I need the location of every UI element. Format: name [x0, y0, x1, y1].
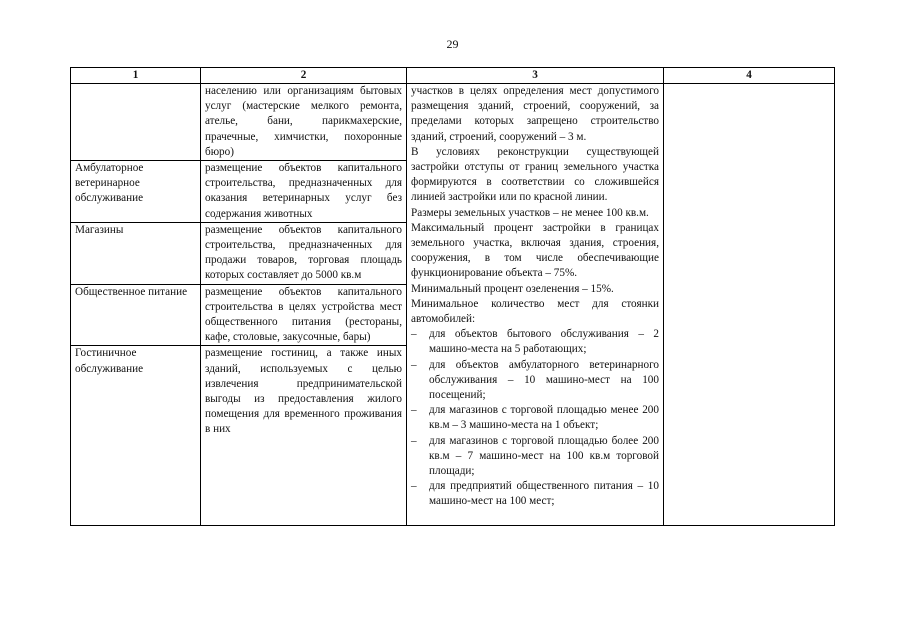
list-item-text: для магазинов с торговой площадью менее 200 кв.м – 3 машино-места на 1 объект;: [429, 404, 659, 432]
list-item: [411, 358, 659, 404]
use-description-cell: размещение объектов капитального строительства в целях устройства мест общественного питания (рестораны, кафе, столовые, закусочные, бары): [201, 284, 407, 346]
use-description-cell: размещение объектов капитального строительства, предназначенных для продажи товаров, торговая площадь которых составляет до 5000 кв.м: [201, 222, 407, 284]
parameters-paragraph: Минимальное количество мест для стоянки автомобилей:: [411, 297, 659, 326]
list-item: [411, 327, 659, 357]
table-row: [71, 84, 835, 161]
list-item: [411, 403, 659, 433]
parameters-paragraph: Минимальный процент озеленения – 15%.: [411, 282, 614, 295]
parameters-paragraph: Размеры земельных участков – не менее 100 кв.м.: [411, 206, 649, 219]
notes-cell: [664, 84, 835, 526]
use-description-cell: размещение гостиниц, а также иных зданий, используемых с целью извлечения предпринимательской выгоды из предоставления жилого помещения для временного проживания в них: [201, 346, 407, 526]
list-item-text: для магазинов с торговой площадью более 200 кв.м – 7 машино-мест на 100 кв.м торговой площади;: [429, 434, 659, 478]
list-item-text: для объектов амбулаторного ветеринарного обслуживания – 10 машино-мест на 100 посещений;: [429, 358, 659, 402]
column-header-1: 1: [71, 68, 201, 84]
use-type-cell: Магазины: [71, 222, 201, 284]
column-header-3: 3: [407, 68, 664, 84]
table-header-row: [71, 68, 835, 84]
use-type-cell: [71, 84, 201, 161]
list-item: [411, 479, 659, 509]
column-header-4: 4: [664, 68, 835, 84]
parameters-cell: [407, 84, 664, 526]
use-type-cell: Амбулаторное ветеринарное обслуживание: [71, 161, 201, 223]
use-type-cell: Гостиничное обслуживание: [71, 346, 201, 526]
parameters-paragraph: В условиях реконструкции существующей застройки отступы от границ земельного участка формируются в соответствии со сложившейся линией застройки или по красной линии.: [411, 145, 659, 204]
dash-bullet: –: [411, 404, 417, 417]
parameters-paragraph: Максимальный процент застройки в границах земельного участка, включая здания, строения, сооружения, в том числе обеспечивающие функционирование объекта – 75%.: [411, 221, 659, 280]
list-item-text: для предприятий общественного питания – 10 машино-мест на 100 мест;: [429, 480, 659, 508]
dash-bullet: –: [411, 328, 417, 341]
page-number: 29: [446, 37, 459, 51]
parking-requirements-list: [411, 327, 659, 509]
list-item: [411, 434, 659, 480]
dash-bullet: –: [411, 434, 417, 447]
use-description-cell: населению или организациям бытовых услуг (мастерские мелкого ремонта, ателье, бани, парикмахерские, прачечные, химчистки, похоронные бюро): [201, 84, 407, 161]
parameters-paragraph: участков в целях определения мест допустимого размещения зданий, строений, сооружений, за пределами которых запрещено строительство зданий, строений, сооружений – 3 м.: [411, 85, 659, 143]
use-type-cell: Общественное питание: [71, 284, 201, 346]
list-item-text: для объектов бытового обслуживания – 2 машино-места на 5 работающих;: [429, 328, 659, 356]
use-description-cell: размещение объектов капитального строительства, предназначенных для оказания ветеринарных услуг без содержания животных: [201, 161, 407, 223]
regulations-table: [70, 67, 835, 526]
column-header-2: 2: [201, 68, 407, 84]
dash-bullet: –: [411, 480, 417, 493]
dash-bullet: –: [411, 358, 417, 371]
